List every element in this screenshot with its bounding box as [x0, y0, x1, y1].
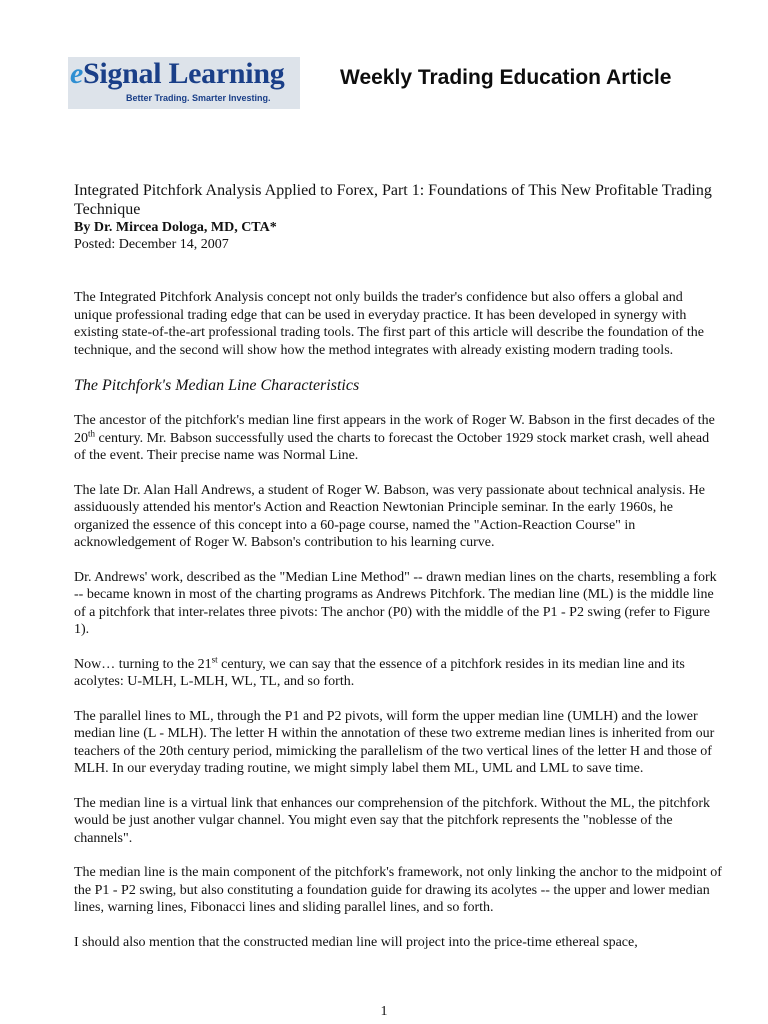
paragraph-4-part-a: Now… turning to the 21: [74, 656, 212, 672]
esignal-learning-logo: [68, 57, 300, 109]
paragraph-4-superscript: st: [211, 653, 218, 664]
logo-wordmark: [70, 56, 284, 92]
logo-wordmark-rest: Signal Learning: [83, 57, 285, 90]
header-title: Weekly Trading Education Article: [340, 66, 672, 89]
paragraph-1: [74, 412, 722, 465]
page-header: [0, 0, 768, 120]
article-posted-date: Posted: December 14, 2007: [74, 237, 229, 252]
paragraph-8: I should also mention that the constructed median line will project into the price-time ethereal space,: [74, 934, 638, 950]
paragraph-1-part-a: The ancestor of the pitchfork's median line first appears in the work of Roger W. Babson in the first decades of the 20: [74, 413, 715, 446]
paragraph-7: The median line is the main component of the pitchfork's framework, not only linking the anchor to the midpoint of the P1 - P2 swing, but also constituting a foundation guide for drawing its acolytes -- the upper and lower median lines, warning lines, Fibonacci lines and sliding parallel lines, and so forth.: [74, 865, 722, 915]
paragraph-2: The late Dr. Alan Hall Andrews, a student of Roger W. Babson, was very passionate about technical analysis. He assiduously attended his mentor's Action and Reaction Newtonian Principle seminar. In the early 1960s, he organized the essence of this concept into a 60-page course, named the "Action-Reaction Course" in acknowledgement of Roger W. Babson's contribution to his learning curve.: [74, 482, 706, 550]
paragraph-1-part-b: century. Mr. Babson successfully used the charts to forecast the October 1929 stock market crash, well ahead of the event. Their precise name was Normal Line.: [74, 430, 710, 463]
page-number: 1: [380, 1004, 388, 1019]
paragraph-3: Dr. Andrews' work, described as the "Median Line Method" -- drawn median lines on the charts, resembling a fork -- became known in most of the charting programs as Andrews Pitchfork. The median line (ML) is the middle line of a pitchfork that inter-relates three pivots: The anchor (P0) with the middle of the P1 - P2 swing (refer to Figure 1).: [74, 569, 717, 637]
article-byline: By Dr. Mircea Dologa, MD, CTA*: [74, 220, 277, 235]
article-title: Integrated Pitchfork Analysis Applied to Forex, Part 1: Foundations of This New Profitable Trading Technique: [74, 182, 712, 218]
logo-e: e: [70, 57, 84, 90]
paragraph-6: The median line is a virtual link that enhances our comprehension of the pitchfork. Without the ML, the pitchfork would be just another vulgar channel. You might even say that the pitchfork represents the "noblesse of the channels".: [74, 795, 711, 846]
intro-paragraph: The Integrated Pitchfork Analysis concept not only builds the trader's confidence but also offers a global and unique professional trading edge that can be used in everyday practice. It has been developed in synergy with existing state-of-the-art professional trading tools. The first part of this article will describe the foundation of the technique, and the second will show how the method integrates with already existing modern trading tools.: [74, 290, 704, 358]
paragraph-1-superscript: th: [88, 427, 96, 438]
paragraph-4-part-b: century, we can say that the essence of a pitchfork resides in its median line and its acolytes: U-MLH, L-MLH, WL, TL, and so forth.: [74, 656, 685, 689]
section-heading: The Pitchfork's Median Line Characteristics: [74, 377, 360, 394]
paragraph-5: The parallel lines to ML, through the P1 and P2 pivots, will form the upper median line (UMLH) and the lower median line (L - MLH). The letter H within the annotation of these two extreme median lines is inherited from our teachers of the 20th century period, mimicking the parallelism of the two vertical lines of the letter H and those of MLH. In our everyday trading routine, we might simply label them ML, UML and LML to save time.: [74, 708, 715, 776]
paragraph-4: [74, 653, 722, 691]
article-body: [74, 181, 722, 968]
logo-tagline: Better Trading. Smarter Investing.: [126, 93, 271, 103]
